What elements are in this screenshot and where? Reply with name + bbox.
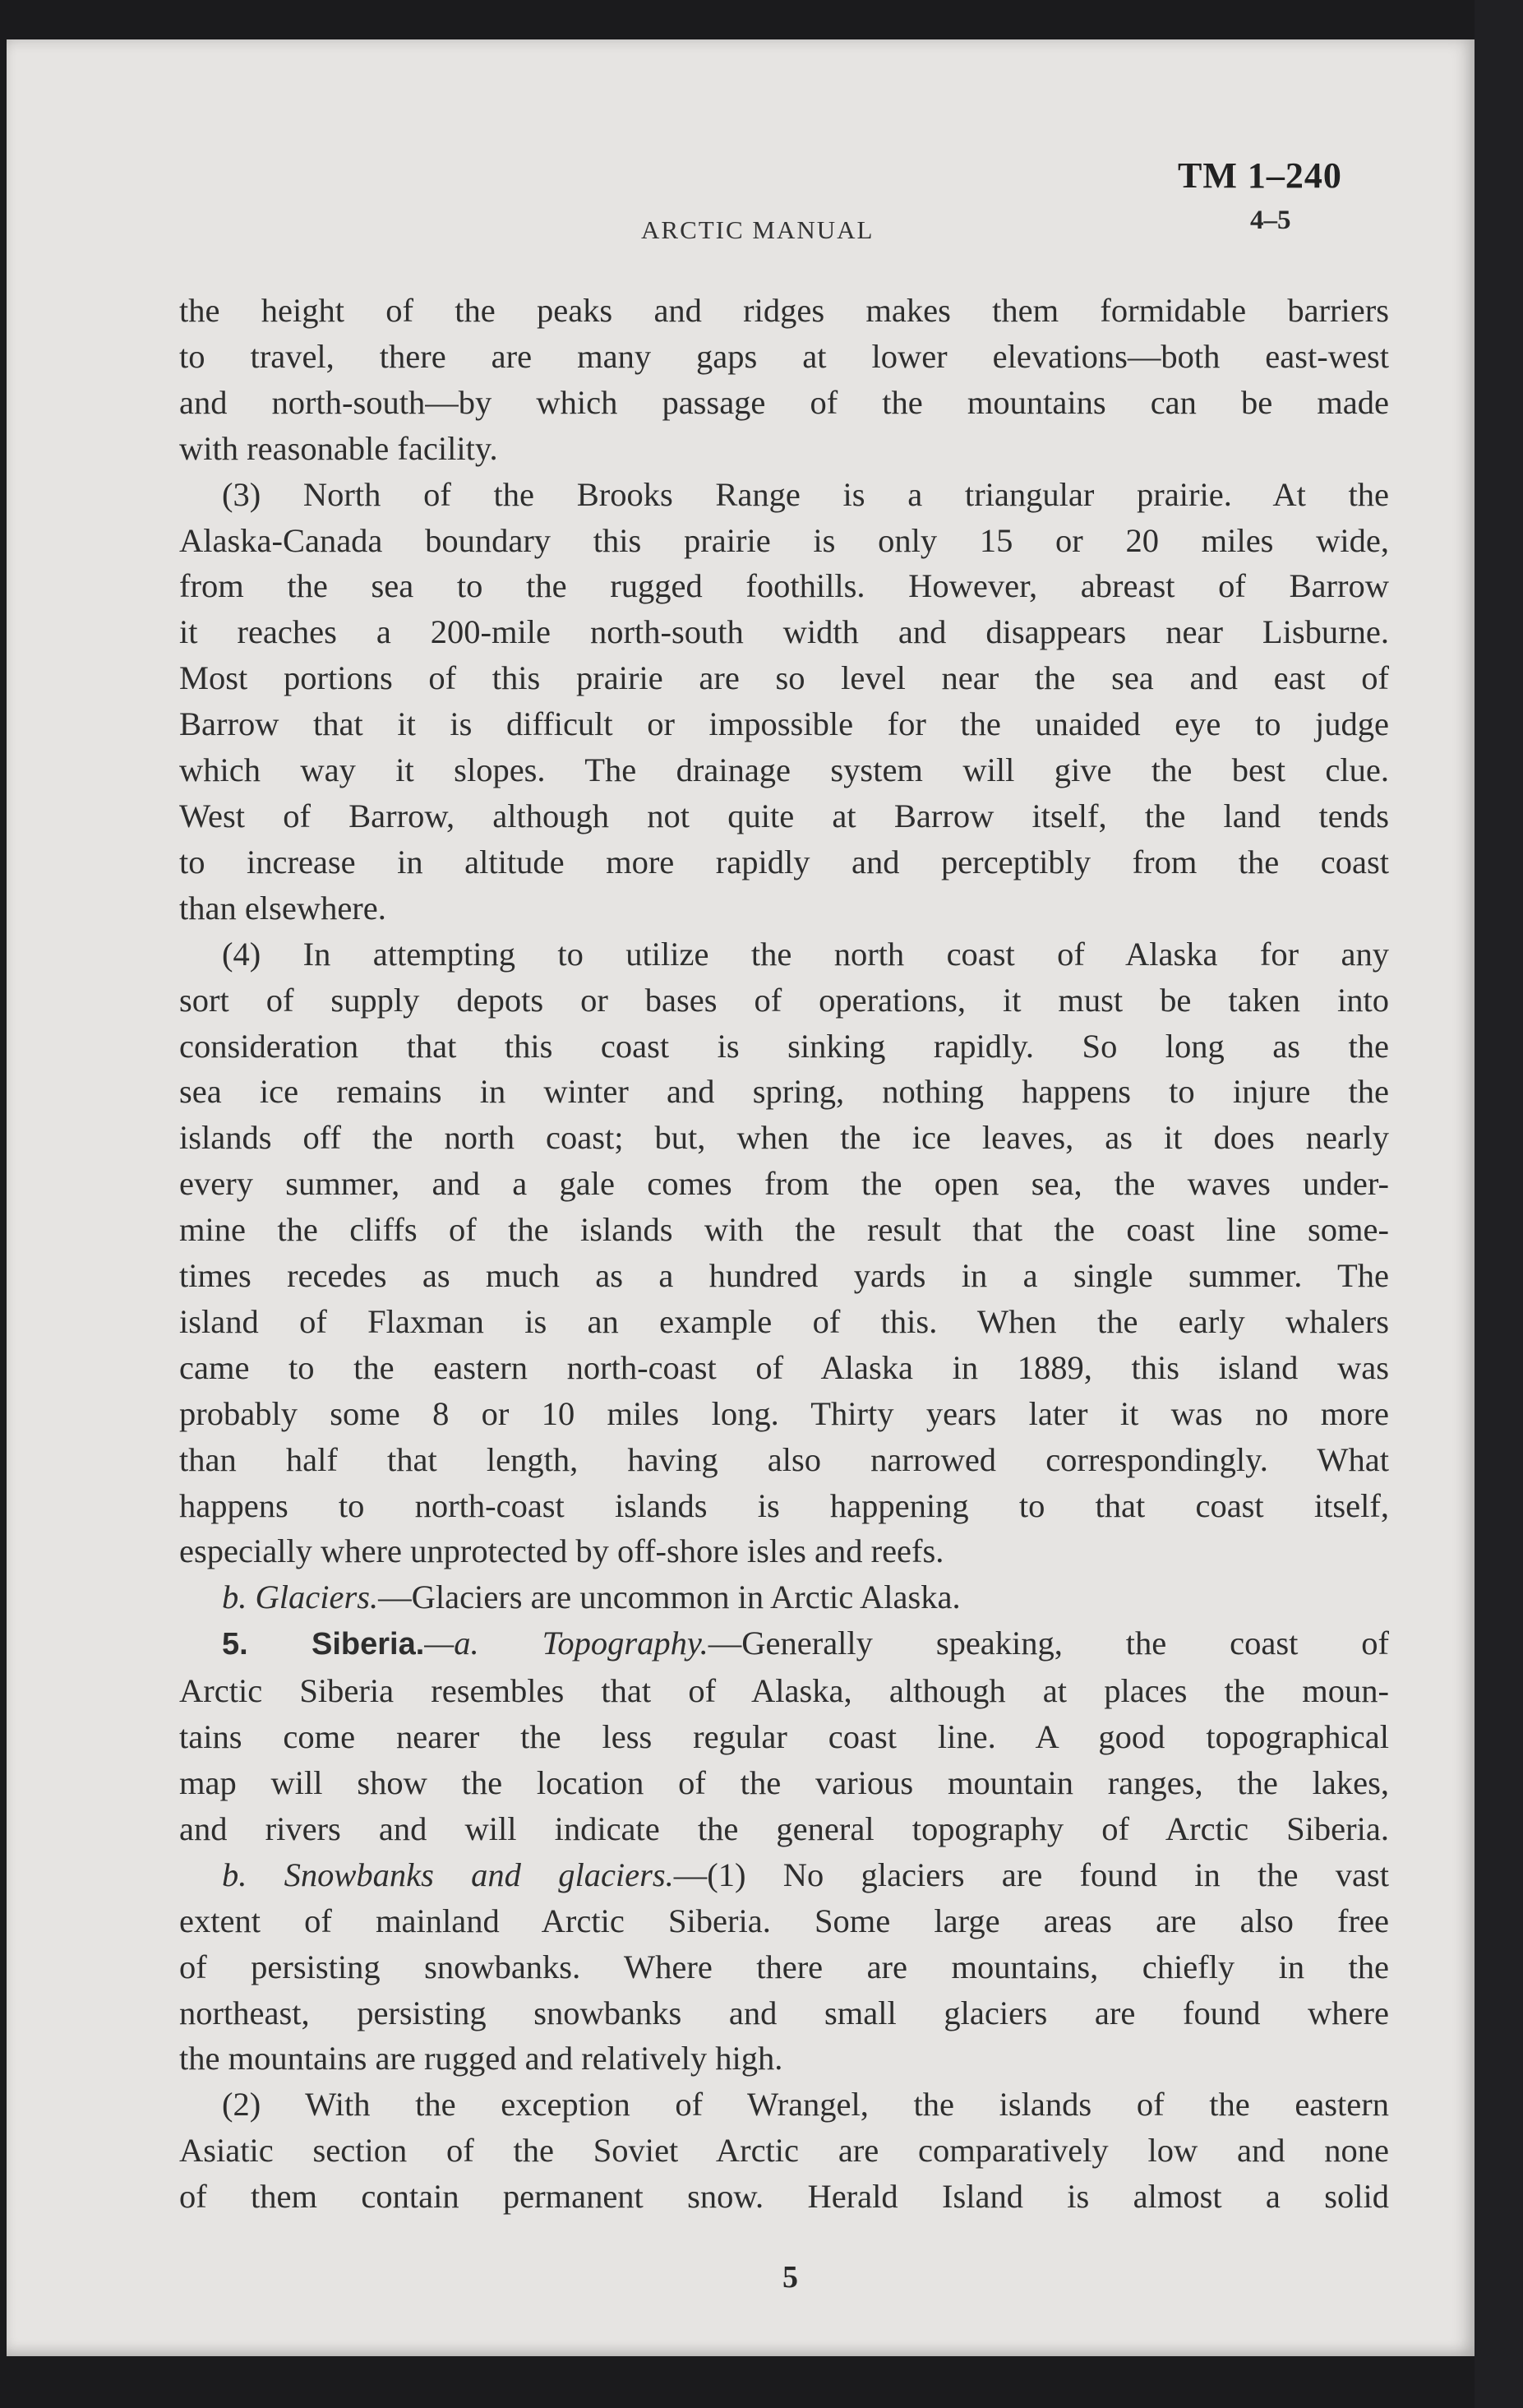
section-reference: 4–5	[1250, 206, 1291, 235]
text-line: than elsewhere.	[179, 889, 386, 927]
text-line: to travel, there are many gaps at lower elevations—both east-west	[179, 337, 1389, 375]
text-line: Most portions of this prairie are so level near the sea and east of	[179, 659, 1389, 697]
text-line: sea ice remains in winter and spring, nothing happens to injure the	[179, 1073, 1389, 1111]
text-line: tains come nearer the less regular coast line. A good topographical	[179, 1718, 1389, 1756]
text-line: Arctic Siberia resembles that of Alaska, although at places the moun-	[179, 1672, 1389, 1710]
text-line: every summer, and a gale comes from the open sea, the waves under-	[179, 1165, 1389, 1203]
text-line: than half that length, having also narrowed correspondingly. What	[179, 1440, 1389, 1478]
text-line: islands off the north coast; but, when the ice leaves, as it does nearly	[179, 1119, 1389, 1157]
text-line: and rivers and will indicate the general topography of Arctic Siberia.	[179, 1809, 1389, 1847]
running-head: ARCTIC MANUAL	[641, 215, 875, 244]
text-line: map will show the location of the various mountain ranges, the lakes,	[179, 1764, 1389, 1801]
text-line: to increase in altitude more rapidly and perceptibly from the coast	[179, 843, 1389, 880]
topography-subheading: —a. Topography.	[424, 1625, 708, 1662]
snowbanks-subheading: b. Snowbanks and glaciers.	[222, 1856, 674, 1893]
binding-spine	[1475, 0, 1523, 2408]
text-line: Asiatic section of the Soviet Arctic are comparatively low and none	[179, 2132, 1389, 2170]
text-line: mine the cliffs of the islands with the result that the coast line some-	[179, 1211, 1389, 1249]
text-line: of them contain permanent snow. Herald Island is almost a solid	[179, 2178, 1389, 2216]
text-line: from the sea to the rugged foothills. However, abreast of Barrow	[179, 567, 1389, 605]
body-text	[179, 288, 1389, 2220]
text-line: extent of mainland Arctic Siberia. Some large areas are also free	[179, 1902, 1389, 1939]
text-line: Barrow that it is difficult or impossible for the unaided eye to judge	[179, 705, 1389, 743]
text-line: came to the eastern north-coast of Alaska in 1889, this island was	[179, 1348, 1389, 1386]
text-line: times recedes as much as a hundred yards in a single summer. The	[179, 1257, 1389, 1295]
siberia-section-heading-line	[179, 1620, 1389, 1668]
snowbanks-paragraph	[179, 1852, 1389, 1898]
text-line: and north-south—by which passage of the mountains can be made	[179, 383, 1389, 421]
text-line: which way it slopes. The drainage system will give the best clue.	[179, 751, 1389, 789]
text-line: it reaches a 200-mile north-south width and disappears near Lisburne.	[179, 613, 1389, 651]
siberia-section-heading: 5. Siberia.	[222, 1627, 425, 1662]
text-line: consideration that this coast is sinking rapidly. So long as the	[179, 1027, 1389, 1065]
text-line: the mountains are rugged and relatively high.	[179, 2040, 783, 2078]
text-line: with reasonable facility.	[179, 429, 498, 467]
text-line: sort of supply depots or bases of operations, it must be taken into	[179, 981, 1389, 1019]
text-line: especially where unprotected by off-shore isles and reefs.	[179, 1532, 944, 1570]
text-line: the height of the peaks and ridges makes them formidable barriers	[179, 292, 1389, 329]
text-line: (3) North of the Brooks Range is a triangular prairie. At the	[222, 475, 1389, 513]
technical-manual-code: TM 1–240	[1178, 155, 1342, 196]
text-line: Alaska-Canada boundary this prairie is only 15 or 20 miles wide,	[179, 521, 1389, 559]
text-line: West of Barrow, although not quite at Barrow itself, the land tends	[179, 797, 1389, 834]
text-line: (4) In attempting to utilize the north coast of Alaska for any	[222, 935, 1389, 973]
text-run: —Generally speaking, the coast of	[708, 1625, 1389, 1662]
text-run: —Glaciers are uncommon in Arctic Alaska.	[378, 1578, 961, 1616]
page-number: 5	[782, 2260, 798, 2295]
text-line: northeast, persisting snowbanks and small glaciers are found where	[179, 1994, 1389, 2031]
text-line: happens to north-coast islands is happening to that coast itself,	[179, 1486, 1389, 1524]
text-line: of persisting snowbanks. Where there are mountains, chiefly in the	[179, 1948, 1389, 1985]
glaciers-paragraph	[179, 1574, 1389, 1620]
glaciers-subheading: b. Glaciers.	[222, 1578, 379, 1616]
text-line: probably some 8 or 10 miles long. Thirty years later it was no more	[179, 1394, 1389, 1432]
text-run: —(1) No glaciers are found in the vast	[673, 1856, 1389, 1893]
text-line: (2) With the exception of Wrangel, the islands of the eastern	[222, 2086, 1389, 2124]
text-line: island of Flaxman is an example of this. When the early whalers	[179, 1302, 1389, 1340]
